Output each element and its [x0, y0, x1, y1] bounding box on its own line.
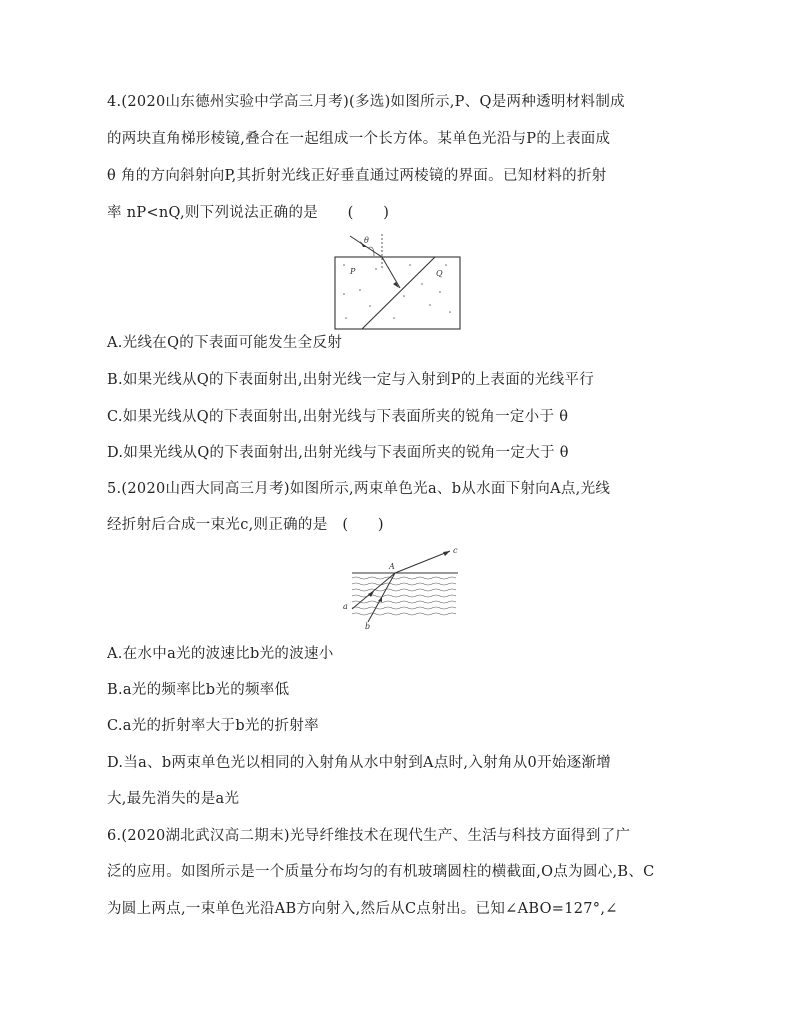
q4-p-label: P	[350, 267, 356, 276]
q5-option-c: C.a光的折射率大于b光的折射率	[107, 718, 319, 734]
q6-line-3: 为圆上两点,一束单色光沿AB方向射入,然后从C点射出。已知∠ABO=127°,∠	[107, 901, 618, 917]
q5-ray-c-label: c	[453, 546, 458, 555]
q4-option-b: B.如果光线从Q的下表面射出,出射光线一定与入射到P的上表面的光线平行	[107, 372, 595, 388]
q4-theta-label: θ	[364, 236, 369, 245]
q5-option-b: B.a光的频率比b光的频率低	[107, 682, 290, 698]
q4-q-label: Q	[436, 269, 443, 278]
q5-water-figure	[340, 545, 462, 630]
q5-option-d-cont: 大,最先消失的是a光	[107, 791, 240, 807]
q4-line-2: 的两块直角梯形棱镜,叠合在一起组成一个长方体。某单色光沿与P的上表面成	[107, 131, 611, 147]
q5-ray-b-label: b	[365, 622, 371, 630]
q5-option-a: A.在水中a光的波速比b光的波速小	[107, 646, 334, 662]
q5-ray-a-label: a	[343, 602, 348, 611]
q6-line-1: 6.(2020湖北武汉高二期末)光导纤维技术在现代生产、生活与科技方面得到了广	[107, 828, 631, 844]
q4-line-4: 率 nP<nQ,则下列说法正确的是 ( )	[107, 205, 390, 221]
q4-line-1: 4.(2020山东德州实验中学高三月考)(多选)如图所示,P、Q是两种透明材料制成	[107, 94, 625, 110]
q4-line-3: θ 角的方向斜射向P,其折射光线正好垂直通过两棱镜的界面。已知材料的折射	[107, 168, 607, 184]
q4-option-c: C.如果光线从Q的下表面射出,出射光线与下表面所夹的锐角一定小于 θ	[107, 409, 569, 425]
q5-option-d: D.当a、b两束单色光以相同的入射角从水中射到A点时,入射角从0开始逐渐增	[107, 755, 612, 771]
q6-line-2: 泛的应用。如图所示是一个质量分布均匀的有机玻璃圆柱的横截面,O点为圆心,B、C	[107, 864, 655, 880]
q4-option-d: D.如果光线从Q的下表面射出,出射光线与下表面所夹的锐角一定大于 θ	[107, 445, 569, 461]
q5-line-1: 5.(2020山西大同高三月考)如图所示,两束单色光a、b从水面下射向A点,光线	[107, 481, 611, 497]
q5-point-a-label: A	[389, 562, 395, 571]
q4-option-a: A.光线在Q的下表面可能发生全反射	[107, 335, 343, 351]
q4-prism-figure	[330, 232, 466, 332]
q5-line-2: 经折射后合成一束光c,则正确的是 ( )	[107, 517, 384, 533]
